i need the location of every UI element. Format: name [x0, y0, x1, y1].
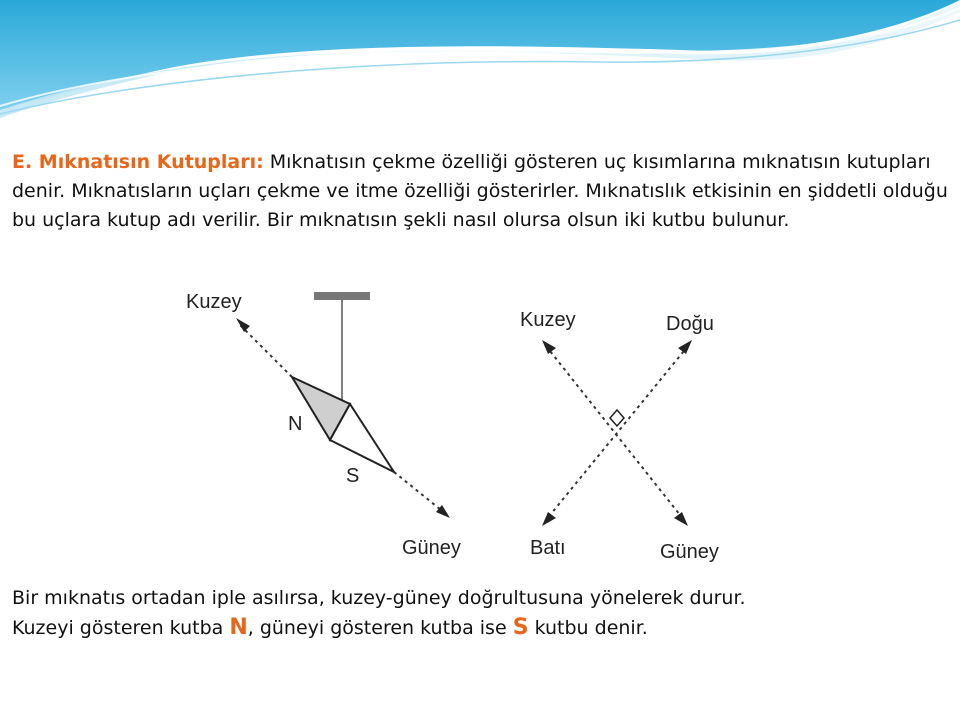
label-south-right: Güney — [660, 541, 719, 563]
conclusion-paragraph — [12, 584, 957, 643]
north-direction-line — [239, 324, 292, 377]
header-wave-decoration — [0, 0, 960, 130]
label-east: Doğu — [666, 313, 714, 335]
east-arrowhead — [678, 340, 692, 354]
south-direction-line — [394, 472, 446, 514]
south-arrowhead-right — [674, 512, 688, 526]
east-west-line — [546, 346, 688, 520]
north-arrowhead-right — [542, 340, 556, 354]
label-south-left: Güney — [402, 537, 461, 559]
north-arrowhead — [236, 318, 250, 332]
compass-needle — [610, 410, 624, 426]
conclusion-line-2 — [12, 613, 957, 643]
south-pole-letter: S — [512, 615, 529, 640]
west-arrowhead — [542, 512, 556, 526]
ceiling-support — [314, 292, 370, 300]
magnet-poles-figure — [184, 282, 729, 567]
label-n-pole: N — [288, 413, 303, 435]
intro-paragraph — [12, 148, 957, 235]
conclusion-text-c: kutbu denir. — [528, 617, 648, 639]
label-s-pole: S — [346, 465, 360, 487]
section-heading: E. Mıknatısın Kutupları: — [12, 151, 264, 173]
label-west: Batı — [530, 537, 566, 559]
intro-text: Mıknatısın çekme özelliği gösteren uç kısımlarına mıknatısın kutupları denir. Mıknatısların uçları çekme ve itme özelliği gösterirler. Mıknatıslık etkisinin en şiddetli olduğu bu uçlara kutup adı verilir. Bir mıknatısın şekli nasıl olursa olsun iki kutbu bulunur. — [12, 151, 948, 231]
compass-diagram — [184, 282, 729, 567]
conclusion-text-b: , güneyi gösteren kutba ise — [247, 617, 513, 639]
conclusion-line-1: Bir mıknatıs ortadan iple asılırsa, kuzey-güney doğrultusuna yönelerek durur. — [12, 587, 746, 609]
conclusion-text-a: Kuzeyi gösteren kutba — [12, 617, 230, 639]
north-pole-letter: N — [229, 615, 248, 640]
label-north-right: Kuzey — [520, 309, 576, 331]
label-north-left: Kuzey — [186, 291, 242, 313]
